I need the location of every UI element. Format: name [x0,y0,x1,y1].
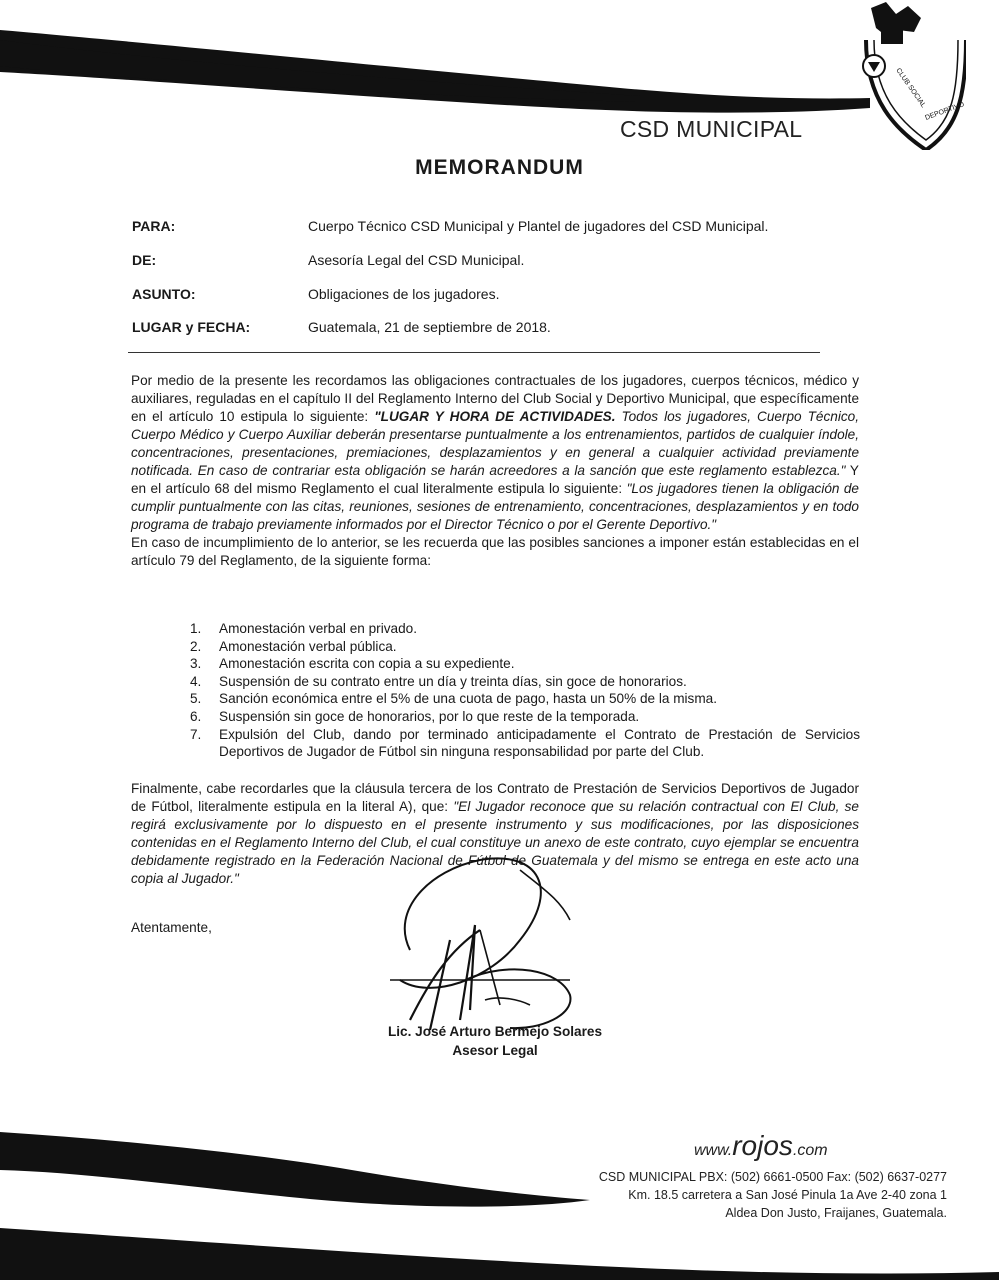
signer-block [360,1022,630,1060]
de-value: Asesoría Legal del CSD Municipal. [308,252,525,268]
footer-contact: CSD MUNICIPAL PBX: (502) 6661-0500 Fax: (502) 6637-0277 [598,1170,947,1184]
lugar-value: Guatemala, 21 de septiembre de 2018. [308,319,551,335]
page-title: MEMORANDUM [415,156,584,179]
footer-address: Km. 18.5 carretera a San José Pinula 1a Ave 2-40 zona 1 [628,1188,947,1202]
list-item: 2. Amonestación verbal pública. [190,638,397,654]
header-divider [128,352,820,353]
lugar-label: LUGAR y FECHA: [132,319,251,335]
p1-quote-article-68: "Los jugadores tienen la obligación de cumplir puntualmente con las citas, reuniones, sesiones de entrenamiento, concentraciones, desplazamientos y en todo programa de trabajo previamente informados por el Director Técnico o por el Gerente Deportivo." [131,481,859,532]
para-label: PARA: [132,218,176,234]
list-item: 7. Expulsión del Club, dando por terminado anticipadamente el Contrato de Prestación de Servicios Deportivos de Jugador de Fútbol sin ninguna responsabilidad por parte del Club. [190,726,860,760]
website-url: www.rojos.com [694,1130,828,1161]
club-crest-logo [826,0,966,150]
paragraph-articles [131,372,859,534]
de-label: DE: [132,252,157,268]
svg-text:DEPORTIVO: DEPORTIVO [924,101,966,122]
svg-text:CLUB SOCIAL: CLUB SOCIAL [894,67,927,110]
list-item: 5. Sanción económica entre el 5% de una cuota de pago, hasta un 50% de la misma. [190,691,718,707]
paragraph-sanctions-intro: En caso de incumplimiento de lo anterior, se les recuerda que las posibles sanciones a imponer están establecidas en el artículo 79 del Reglamento, de la siguiente forma: [131,535,859,568]
asunto-value: Obligaciones de los jugadores. [308,286,500,302]
list-item: 4. Suspensión de su contrato entre un día y treinta días, sin goce de honorarios. [190,673,687,689]
footer-locality: Aldea Don Justo, Fraijanes, Guatemala. [725,1206,947,1220]
para-value: Cuerpo Técnico CSD Municipal y Plantel de jugadores del CSD Municipal. [308,218,769,234]
p3-intro: Finalmente, cabe recordarles que la cláusula tercera de los Contrato de Prestación de Servicios Deportivos de Jugador de Fútbol, literalmente estipula en la literal A), que: [131,781,859,814]
signer-role: Asesor Legal [452,1043,538,1058]
memo-body-intro [131,372,859,570]
p1-mid: Y en el artículo 68 del mismo Reglamento el cual literalmente estipula lo siguiente: [131,463,859,496]
p1-quote-heading: "LUGAR Y HORA DE ACTIVIDADES. [374,409,616,424]
list-item: 1. Amonestación verbal en privado. [190,621,417,636]
closing-salutation: Atentamente, [131,920,212,935]
p1-intro: Por medio de la presente les recordamos las obligaciones contractuales de los jugadores, cuerpos técnicos, médico y auxiliares, reguladas en el capítulo II del Reglamento Interno del Club Social y Deportivo Municipal, que específicamente en el artículo 10 estipula lo siguiente: [131,373,859,424]
asunto-label: ASUNTO: [132,286,196,302]
list-item: 3. Amonestación escrita con copia a su expediente. [190,656,515,672]
p3-quote: "El Jugador reconoce que su relación contractual con El Club, se regirá exclusivamente por lo dispuesto en el presente instrumento y sus modificaciones, por las disposiciones contenidas en el Reglamento Interno del Club, el cual constituye un anexo de este contrato, cuyo ejemplar se encuentra debidamente registrado en la Federación Nacional de Fútbol de Guatemala y del mismo se entrega en este acto una copia al Jugador." [131,799,859,886]
club-name-header: CSD MUNICIPAL [620,116,803,142]
signer-name: Lic. José Arturo Bermejo Solares [387,1024,603,1039]
list-item: 6. Suspensión sin goce de honorarios, por lo que reste de la temporada. [190,708,640,724]
p1-quote-article-10: Todos los jugadores, Cuerpo Técnico, Cuerpo Médico y Cuerpo Auxiliar deberán presentarse puntualmente a los entrenamientos, partidos de cualquier índole, concentraciones, presentaciones, premiaciones, desplazamientos y en general a cualquier actividad previamente notificada. En caso de contrariar esta obligación se harán acreedores a la sanción que este reglamento establezca." [131,409,859,478]
sanctions-list [190,620,860,761]
